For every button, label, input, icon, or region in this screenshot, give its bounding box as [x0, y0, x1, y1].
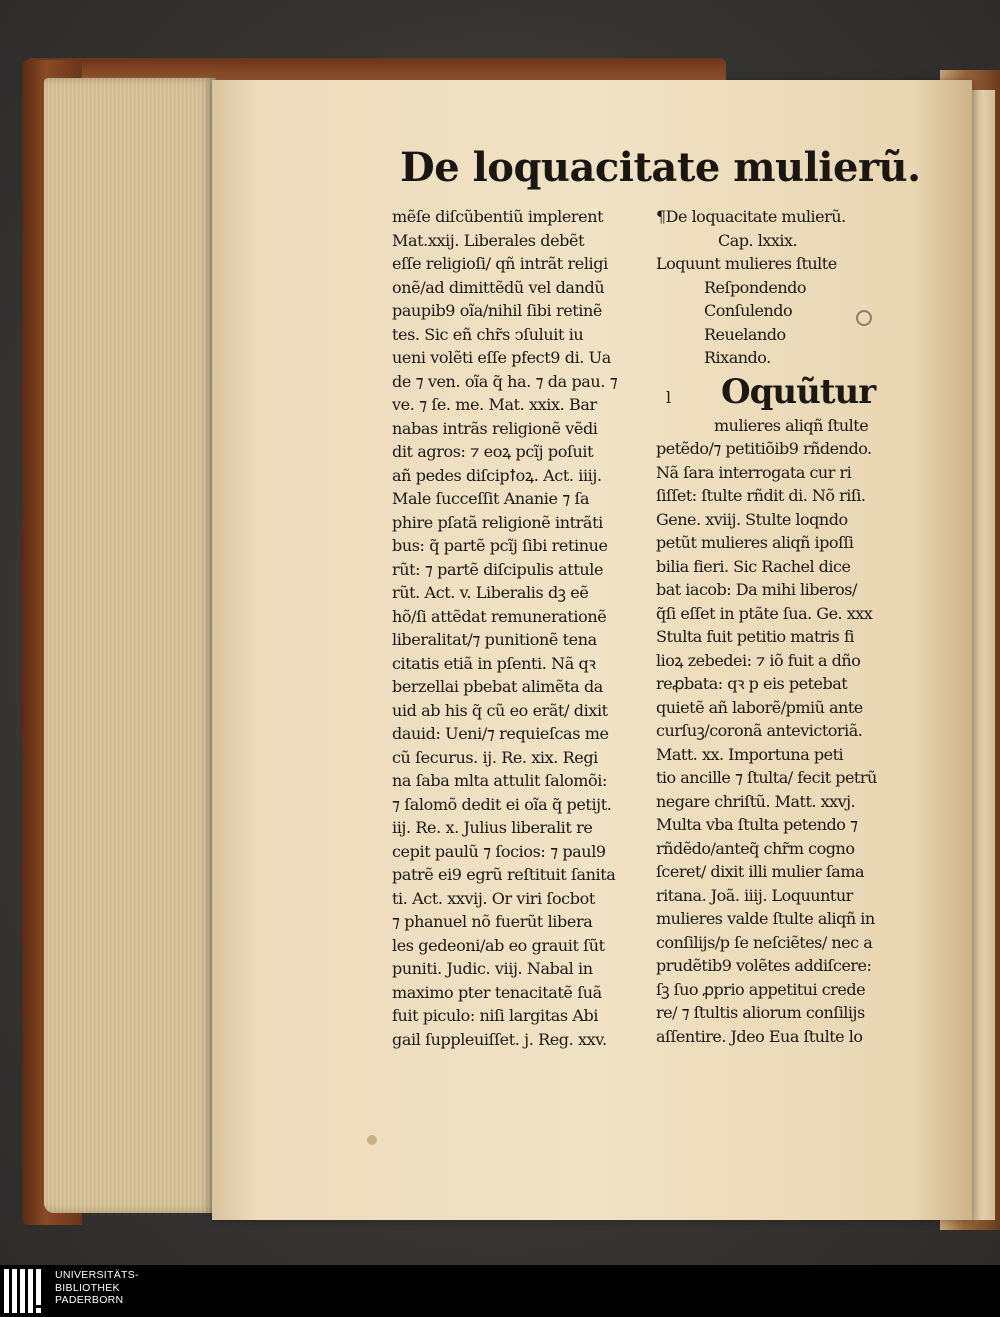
text-line: na ſaba mlta attulit ſalomõi: — [392, 771, 607, 790]
text-line: liberalitat/⁊ punitionẽ tena — [392, 630, 597, 649]
text-line: Gene. xviij. Stulte loqndo — [656, 509, 848, 529]
text-line: mulieres valde ſtulte aliqñ in — [656, 909, 875, 928]
text-line: Stulta fuit petitio matris fi — [656, 627, 854, 646]
text-line: ⁊ phanuel nõ fuerũt libera — [392, 912, 593, 931]
page-edges — [44, 78, 216, 1213]
text-line: les gedeoni/ab eo grauit ſũt — [392, 935, 605, 955]
text-line: petũt mulieres aliqñ ipoſſi — [656, 533, 854, 552]
text-line: Loquunt mulieres ſtulte — [656, 254, 837, 273]
text-line: curſuꝫ/coronã antevictoriã. — [656, 721, 863, 740]
text-line: lioꝝ zebedei: ⁊ iõ fuit a dño — [656, 650, 861, 670]
text-line: ſꝫ ſuo ꝓprio appetitui crede — [656, 979, 866, 999]
text-line: Male ſucceſſit Ananie ⁊ ſa — [392, 489, 590, 508]
left-text-column — [392, 205, 654, 1051]
chapter-header-block — [656, 205, 908, 370]
text-line: ve. ⁊ ſe. me. Mat. xxix. Bar — [392, 395, 597, 414]
right-body-text — [656, 414, 908, 1049]
text-line: Nã ſara interrogata cur ri — [656, 462, 852, 482]
text-line: onẽ/ad dimittẽdũ vel dandũ — [392, 277, 605, 297]
text-line: paupib9 oĩa/nihil ſibi retinẽ — [392, 301, 603, 320]
text-line: tes. Sic eñ chr̃s ↄſuluit iu — [392, 324, 584, 344]
text-line: hõ/ſi attẽdat remunerationẽ — [392, 606, 607, 626]
text-line: mẽſe diſcũbentiũ implerent — [392, 207, 604, 226]
footer-bar — [0, 1265, 1000, 1317]
text-line: Mat.xxij. Liberales debẽt — [392, 230, 585, 250]
text-line: ¶De loquacitate mulierũ. — [656, 207, 846, 226]
text-line: prudẽtib9 volẽtes addiſcere: — [656, 956, 872, 975]
text-line: dit agros: ⁊ eoꝝ pcĩj poſuit — [392, 442, 594, 461]
text-line: nabas intrãs religionẽ vẽdi — [392, 418, 598, 438]
text-line: bilia fieri. Sic Rachel dice — [656, 556, 851, 576]
text-line: quietẽ añ laborẽ/pmiũ ante — [656, 697, 863, 717]
library-logo-icon — [4, 1269, 48, 1313]
text-line: rũt: ⁊ partẽ diſcipulis attule — [392, 559, 604, 579]
text-line: maximo pter tenacitatẽ ſuã — [392, 982, 602, 1002]
text-line: mulieres aliqñ ſtulte — [714, 415, 869, 435]
page-title: De loquacitate mulierũ. — [400, 144, 921, 191]
text-line: petẽdo/⁊ petitiõib9 rñdendo. — [656, 439, 872, 458]
right-text-column — [656, 205, 908, 1048]
text-line: re/ ⁊ ſtultis aliorum conſilijs — [656, 1003, 865, 1022]
small-initial-letter: l — [666, 387, 672, 407]
text-line: de ⁊ ven. oĩa q̃ ha. ⁊ da pau. ⁊ — [392, 371, 618, 391]
text-line: puniti. Judic. viij. Nabal in — [392, 959, 593, 978]
initial-word: Oquũtur — [721, 371, 876, 412]
logo-line: UNIVERSITÄTS- — [55, 1269, 139, 1281]
text-line: q̃ſi eſſet in ptãte ſua. Ge. xxx — [656, 603, 873, 623]
text-line: conſilijs/p ſe neſciẽtes/ nec a — [656, 932, 873, 952]
text-line: rñdẽdo/anteq̃ chr̃m cogno — [656, 838, 855, 858]
text-line: ſiſſet: ſtulte rñdit di. Nõ riſi. — [656, 486, 866, 505]
text-line: citatis etiã in pſenti. Nã qꝛ — [392, 653, 596, 673]
text-line: cũ ſecurus. ij. Re. xix. Regi — [392, 747, 598, 767]
text-line: ueni volẽti eſſe pfect9 di. Ua — [392, 348, 611, 367]
text-line: Rixando. — [704, 348, 771, 367]
text-line: berzellai pbebat alimẽta da — [392, 677, 603, 696]
text-line: bat iacob: Da mihi liberos/ — [656, 580, 857, 599]
text-line: añ pedes diſcipꝉoꝝ. Act. iiij. — [392, 465, 602, 485]
text-line: reꝓbata: qꝛ p eis petebat — [656, 674, 848, 693]
text-line: eſſe religioſi/ qñ intrãt religi — [392, 254, 608, 273]
text-line: Matt. xx. Importuna peti — [656, 744, 844, 764]
text-line: rũt. Act. v. Liberalis dꝫ eẽ — [392, 583, 589, 602]
text-line: cepit paulũ ⁊ ſocios: ⁊ paul9 — [392, 841, 606, 861]
text-line: aſſentire. Jdeo Eua ſtulte lo — [656, 1026, 863, 1046]
text-line: patrẽ ei9 egrũ reſtituit ſanita — [392, 865, 616, 884]
text-line: dauid: Ueni/⁊ requieſcas me — [392, 724, 609, 743]
text-line: bus: q̃ partẽ pcĩj ſibi retinue — [392, 536, 608, 555]
text-line: Cap. lxxix. — [718, 230, 798, 250]
text-line: fuit piculo: niſi largitas Abi — [392, 1006, 599, 1025]
text-line: Reuelando — [704, 324, 786, 344]
text-line: ritana. Joã. iiij. Loquuntur — [656, 885, 853, 905]
library-logo-text — [55, 1269, 139, 1307]
text-line: tio ancille ⁊ ſtulta/ fecit petrũ — [656, 768, 877, 787]
text-line: Conſulendo — [704, 301, 793, 320]
text-line: negare chriſtũ. Matt. xxvj. — [656, 791, 856, 811]
text-line: uid ab his q̃ cũ eo erãt/ dixit — [392, 700, 608, 720]
paper-stain — [367, 1135, 377, 1145]
text-line: phire pſatã religionẽ intrãti — [392, 512, 603, 532]
logo-line: BIBLIOTHEK — [55, 1281, 120, 1294]
text-line: Multa vba ſtulta petendo ⁊ — [656, 815, 858, 834]
logo-line: PADERBORN — [55, 1294, 124, 1306]
text-line: iij. Re. x. Julius liberalit re — [392, 818, 593, 837]
text-line: ti. Act. xxvij. Or viri ſocbot — [392, 888, 595, 908]
text-line: ⁊ ſalomõ dedit ei oĩa q̃ petijt. — [392, 794, 612, 814]
text-line: ſceret/ dixit illi mulier ſama — [656, 862, 865, 881]
text-line: Reſpondendo — [704, 277, 807, 297]
initial-heading — [656, 370, 908, 414]
text-line: gail ſuppleuiſſet. j. Reg. xxv. — [392, 1029, 607, 1049]
